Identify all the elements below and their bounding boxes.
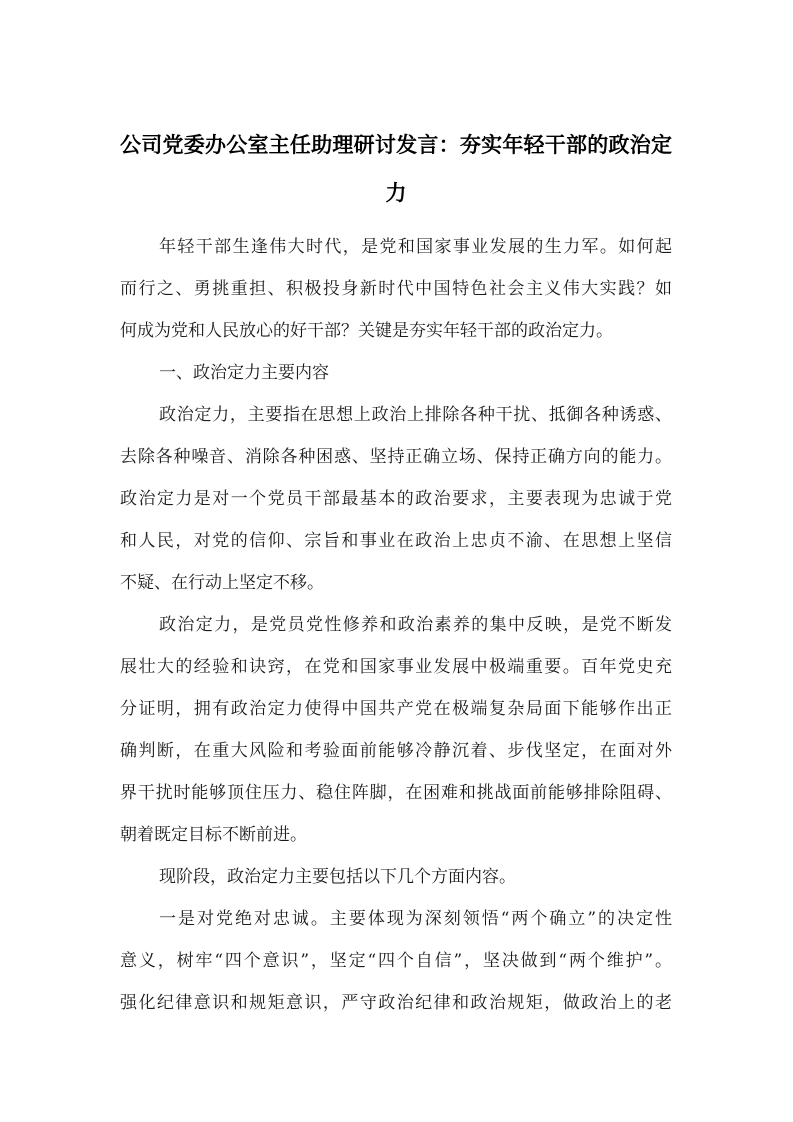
paragraph-line: 去除各种噪音、消除各种困惑、坚持正确立场、保持正确方向的能力。: [120, 447, 672, 467]
paragraph-line: 确判断，在重大风险和考验面前能够冷静沉着、步伐坚定，在面对外: [120, 741, 672, 761]
paragraph: [120, 898, 672, 1024]
paragraph-line: 意义，树牢“四个意识”，坚定“四个自信”，坚决做到“两个维护”。: [120, 951, 672, 971]
paragraph: [120, 226, 672, 352]
paragraph-line: 政治定力是对一个党员干部最基本的政治要求，主要表现为忠诚于党: [120, 489, 672, 509]
document-body: [120, 226, 672, 1024]
document-title-line-1: 公司党委办公室主任助理研讨发言：夯实年轻干部的政治定: [120, 132, 672, 157]
paragraph-line: 分证明，拥有政治定力使得中国共产党在极端复杂局面下能够作出正: [120, 699, 672, 719]
paragraph-line: 朝着既定目标不断前进。: [120, 825, 307, 845]
paragraph-line: 现阶段，政治定力主要包括以下几个方面内容。: [159, 867, 516, 887]
paragraph-line: 政治定力，主要指在思想上政治上排除各种干扰、抵御各种诱惑、: [159, 405, 672, 425]
document-title-line-2: 力: [385, 180, 407, 205]
paragraph: [120, 394, 672, 604]
paragraph: [120, 856, 672, 898]
paragraph-line: 界干扰时能够顶住压力、稳住阵脚，在困难和挑战面前能够排除阻碍、: [120, 783, 672, 803]
paragraph-line: 何成为党和人民放心的好干部？关键是夯实年轻干部的政治定力。: [120, 321, 613, 341]
paragraph: [120, 604, 672, 856]
paragraph-line: 不疑、在行动上坚定不移。: [120, 573, 324, 593]
paragraph-line: 一、政治定力主要内容: [159, 363, 329, 383]
paragraph-line: 而行之、勇挑重担、积极投身新时代中国特色社会主义伟大实践？如: [120, 279, 672, 299]
paragraph-line: 政治定力，是党员党性修养和政治素养的集中反映，是党不断发: [159, 615, 672, 635]
paragraph-line: 和人民，对党的信仰、宗旨和事业在政治上忠贞不渝、在思想上坚信: [120, 531, 672, 551]
paragraph-line: 展壮大的经验和诀窍，在党和国家事业发展中极端重要。百年党史充: [120, 657, 672, 677]
paragraph-line: 年轻干部生逢伟大时代，是党和国家事业发展的生力军。如何起: [159, 237, 672, 257]
paragraph-line: 一是对党绝对忠诚。主要体现为深刻领悟“两个确立”的决定性: [159, 909, 672, 929]
paragraph: [120, 352, 672, 394]
paragraph-line: 强化纪律意识和规矩意识，严守政治纪律和政治规矩，做政治上的老: [120, 993, 672, 1013]
